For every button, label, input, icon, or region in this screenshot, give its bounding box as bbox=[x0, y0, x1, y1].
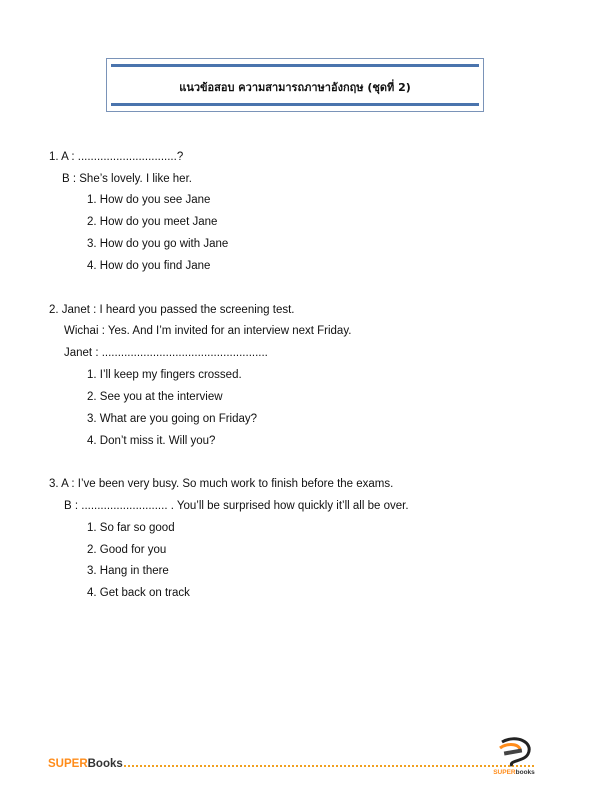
title-box bbox=[106, 58, 484, 112]
footer-brand bbox=[48, 758, 123, 770]
question-2-choice-1: 1. I’ll keep my fingers crossed. bbox=[87, 369, 242, 381]
svg-text:SUPERbooks bbox=[493, 769, 535, 776]
logo-text-super: SUPER bbox=[493, 769, 516, 776]
footer-brand-super: SUPER bbox=[48, 758, 88, 770]
question-2-choice-2: 2. See you at the interview bbox=[87, 391, 223, 403]
question-1-choice-2: 2. How do you meet Jane bbox=[87, 216, 218, 228]
question-1-response: B : She’s lovely. I like her. bbox=[62, 173, 192, 185]
question-1-choice-3: 3. How do you go with Jane bbox=[87, 238, 229, 250]
page-footer bbox=[48, 757, 548, 775]
logo-text-books: books bbox=[515, 769, 535, 776]
question-2-choice-4: 4. Don’t miss it. Will you? bbox=[87, 435, 216, 447]
footer-brand-books: Books bbox=[87, 758, 123, 770]
question-1-choice-1: 1. How do you see Jane bbox=[87, 194, 211, 206]
title-rule-top bbox=[111, 64, 479, 67]
superbooks-logo-icon bbox=[488, 736, 540, 776]
page-title: แนวข้อสอบ ความสามารถภาษาอังกฤษ (ชุดที่ 2) bbox=[179, 81, 411, 94]
question-3-response: B : ........................... . You’ll be surprised how quickly it’ll all be over. bbox=[64, 500, 409, 512]
question-2-line-2: Wichai : Yes. And I’m invited for an interview next Friday. bbox=[64, 325, 352, 337]
question-3-prompt: 3. A : I’ve been very busy. So much work to finish before the exams. bbox=[49, 478, 394, 490]
question-3-choice-1: 1. So far so good bbox=[87, 522, 175, 534]
title-rule-bottom bbox=[111, 103, 479, 106]
question-2-choice-3: 3. What are you going on Friday? bbox=[87, 413, 258, 425]
question-3-choice-2: 2. Good for you bbox=[87, 544, 167, 556]
question-3-choice-4: 4. Get back on track bbox=[87, 587, 190, 599]
superbooks-logo-graphic bbox=[488, 736, 540, 776]
question-1-prompt: 1. A : ...............................? bbox=[49, 151, 184, 163]
footer-dotted-rule bbox=[124, 765, 534, 769]
question-1-choice-4: 4. How do you find Jane bbox=[87, 260, 211, 272]
question-2-line-3: Janet : .................................................... bbox=[64, 347, 268, 359]
question-2-prompt: 2. Janet : I heard you passed the screening test. bbox=[49, 304, 295, 316]
question-3-choice-3: 3. Hang in there bbox=[87, 565, 169, 577]
